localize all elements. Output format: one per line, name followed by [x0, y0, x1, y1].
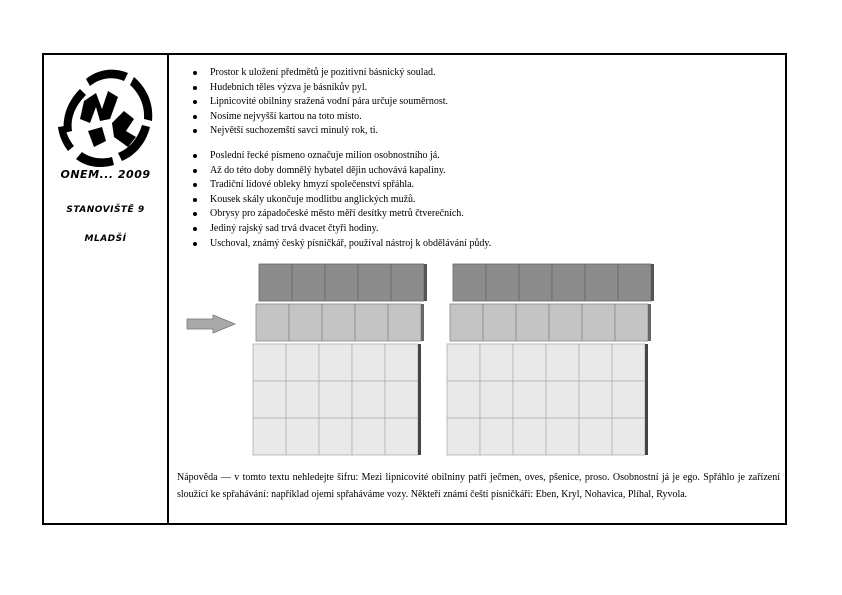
grid-cell: [385, 418, 418, 455]
clue-item: Prostor k uložení předmětů je pozitivní básnický soulad.: [193, 66, 448, 81]
clue-item: Obrysy pro západočeské město měří desítky metrů čtverečních.: [193, 207, 491, 222]
grid-cell: [352, 344, 385, 381]
grid-cell: [585, 264, 618, 301]
grid-cell: [519, 264, 552, 301]
grid-edge: [648, 304, 651, 341]
grid-cell: [483, 304, 516, 341]
grid-cell: [352, 418, 385, 455]
brand-year: ONEM... 2009: [60, 168, 151, 181]
grid-cell: [618, 264, 651, 301]
grid-cell: [615, 304, 648, 341]
grid-cell: [253, 381, 286, 418]
grid-cell: [450, 304, 483, 341]
grid-cell: [358, 264, 391, 301]
onem-logo: [50, 61, 163, 181]
grid-cell: [612, 381, 645, 418]
grid-edge: [651, 264, 654, 301]
grid-cell: [546, 381, 579, 418]
grid-cell: [322, 304, 355, 341]
grid-edge: [424, 264, 427, 301]
clue-list-2: [193, 149, 491, 251]
hint-text: Nápověda — v tomto textu nehledejte šifru: Mezi lipnicovité obilniny patří ječmen, oves, pšenice, proso. Osobnostní já je ego. Spřáhlo je zařízení sloužící ke spřahávání: například ojemi spřaháváme vozy. Někteří známí čeští písničkáři: Eben, Kryl, Nohavica, Plíhal, Ryvola.: [177, 472, 780, 500]
grid-cell: [391, 264, 424, 301]
arrow-icon: [187, 315, 235, 333]
grid-cell: [447, 344, 480, 381]
clue-item: Lipnicovité obilniny sražená vodní pára určuje souměrnost.: [193, 95, 448, 110]
clue-item: Největší suchozemští savci minulý rok, ti.: [193, 124, 448, 139]
clue-item: Nosíme nejvyšší kartou na toto místo.: [193, 110, 448, 125]
grid-cell: [486, 264, 519, 301]
clue-item: Uschoval, známý český písničkář, používal nástroj k obdělávání půdy.: [193, 237, 491, 252]
grid-cell: [292, 264, 325, 301]
grid-cell: [453, 264, 486, 301]
grid-cell: [516, 304, 549, 341]
grid-cell: [612, 344, 645, 381]
puzzle-grid: [143, 258, 693, 458]
grid-cell: [480, 418, 513, 455]
clue-item: Poslední řecké písmeno označuje milion osobnostního já.: [193, 149, 491, 164]
clue-list-1: [193, 66, 448, 139]
grid-cell: [355, 304, 388, 341]
grid-cell: [513, 381, 546, 418]
grid-cell: [579, 418, 612, 455]
grid-cell: [256, 304, 289, 341]
clue-item: Až do této doby domnělý hybatel dějin uchovává kapaliny.: [193, 164, 491, 179]
grid-cell: [582, 304, 615, 341]
grid-cell: [579, 381, 612, 418]
grid-cell: [253, 418, 286, 455]
grid-cell: [552, 264, 585, 301]
station-label: STANOVIŠTĚ 9: [66, 205, 145, 215]
grid-edge: [418, 381, 421, 418]
grid-cell: [546, 418, 579, 455]
grid-cell: [480, 344, 513, 381]
clue-item: Jediný rajský sad trvá dvacet čtyři hodiny.: [193, 222, 491, 237]
grid-edge: [645, 344, 648, 455]
grid-cell: [289, 304, 322, 341]
grid-cell: [549, 304, 582, 341]
grid-cell: [513, 344, 546, 381]
grid-cell: [352, 381, 385, 418]
clue-item: Tradiční lidové obleky hmyzí společenství spřáhla.: [193, 178, 491, 193]
grid-cell: [286, 418, 319, 455]
grid-cell: [325, 264, 358, 301]
grid-edge: [421, 304, 424, 341]
category-label: MLADŠÍ: [84, 234, 127, 244]
grid-cell: [319, 381, 352, 418]
grid-cell: [447, 418, 480, 455]
grid-cell: [253, 344, 286, 381]
clue-item: Kousek skály ukončuje modlitbu anglických mužů.: [193, 193, 491, 208]
grid-cell: [612, 418, 645, 455]
grid-cell: [447, 381, 480, 418]
grid-cell: [388, 304, 421, 341]
grid-cell: [385, 381, 418, 418]
grid-cell: [286, 381, 319, 418]
grid-cell: [385, 344, 418, 381]
grid-cell: [546, 344, 579, 381]
grid-edge: [418, 418, 421, 455]
grid-cell: [259, 264, 292, 301]
grid-cell: [286, 344, 319, 381]
grid-edge: [418, 344, 421, 381]
grid-cell: [480, 381, 513, 418]
grid-cell: [579, 344, 612, 381]
grid-cell: [319, 418, 352, 455]
grid-cell: [319, 344, 352, 381]
grid-cell: [513, 418, 546, 455]
clue-item: Hudebních těles výzva je básníkův pyl.: [193, 81, 448, 96]
